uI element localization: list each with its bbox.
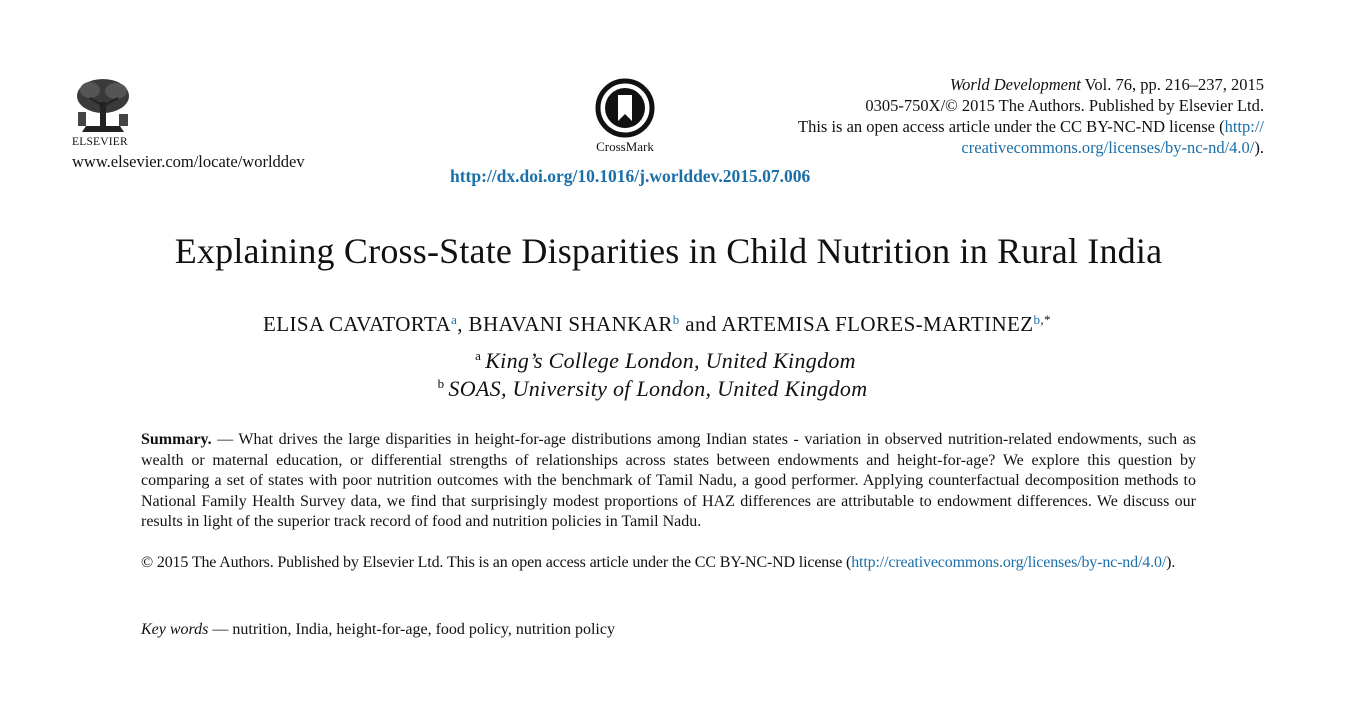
license-link-part2[interactable]: creativecommons.org/licenses/by-nc-nd/4.0/: [961, 138, 1255, 157]
author-name: ELISA CAVATORTA: [263, 312, 452, 336]
keywords-label: Key words: [141, 621, 209, 638]
crossmark-label: CrossMark: [596, 139, 654, 154]
license-suffix: ).: [1254, 138, 1264, 157]
license-link-part1[interactable]: http://: [1224, 117, 1264, 136]
copyright-prefix: © 2015 The Authors. Published by Elsevier Ltd. This is an open access article under the CC BY-NC-ND license (: [141, 554, 852, 571]
journal-citation: Vol. 76, pp. 216–237, 2015: [1080, 75, 1264, 94]
copyright-license-link[interactable]: http://creativecommons.org/licenses/by-nc-nd/4.0/: [851, 554, 1167, 571]
journal-citation-line: [644, 74, 1264, 95]
affiliation-mark: b: [437, 376, 445, 391]
author-affil-mark[interactable]: b: [672, 312, 680, 327]
summary-text: — What drives the large disparities in height-for-age distributions among Indian states - variation in observed nutrition-related endowments, such as wealth or maternal education, or differential strengths of relationships across states between endowments and height-for-age? We explore this question by comparing a set of states with poor nutrition outcomes with the benchmark of Tamil Nadu, a good performer. Applying counterfactual decomposition methods to National Family Health Survey data, we find that surprisingly modest proportions of HAZ differences are attributable to endowment differences. We discuss our results in light of the superior track record of food and nutrition policies in Tamil Nadu.: [141, 431, 1196, 530]
doi-link[interactable]: http://dx.doi.org/10.1016/j.worlddev.2015.07.006: [450, 166, 811, 186]
affiliation-b: [0, 376, 1321, 402]
author-separator: and: [679, 312, 722, 336]
keywords: [141, 621, 615, 639]
author-affil-mark[interactable]: b: [1033, 312, 1041, 327]
license-line: [644, 116, 1264, 137]
author-list: [0, 312, 1314, 337]
copyright-notice: [141, 553, 1196, 574]
elsevier-wordmark: ELSEVIER: [72, 136, 128, 148]
affiliation-text: SOAS, University of London, United Kingdom: [448, 376, 868, 401]
elsevier-tree-logo-icon: [72, 76, 134, 140]
summary-label: Summary.: [141, 431, 212, 448]
license-line-2: [644, 137, 1264, 158]
copyright-suffix: ).: [1166, 554, 1176, 571]
affiliation-mark: a: [475, 348, 482, 363]
affiliation-text: King’s College London, United Kingdom: [485, 348, 856, 373]
author-separator: ,: [457, 312, 469, 336]
issn-line: 0305-750X/© 2015 The Authors. Published by Elsevier Ltd.: [865, 96, 1264, 115]
author-name: ARTEMISA FLORES-MARTINEZ: [721, 312, 1034, 336]
abstract: [141, 430, 1196, 533]
corresponding-author-mark[interactable]: ,*: [1040, 312, 1051, 327]
author-affil-mark[interactable]: a: [451, 312, 458, 327]
journal-info: [644, 74, 1264, 158]
license-prefix: This is an open access article under the CC BY-NC-ND license (: [797, 117, 1225, 136]
journal-name: World Development: [949, 75, 1081, 94]
author-name: BHAVANI SHANKAR: [468, 312, 673, 336]
article-title: Explaining Cross-State Disparities in Child Nutrition in Rural India: [174, 231, 1163, 271]
publisher-url[interactable]: www.elsevier.com/locate/worlddev: [72, 152, 305, 171]
affiliation-a: [0, 348, 1334, 374]
publisher-block: [72, 76, 372, 172]
keywords-text: — nutrition, India, height-for-age, food policy, nutrition policy: [208, 621, 615, 638]
